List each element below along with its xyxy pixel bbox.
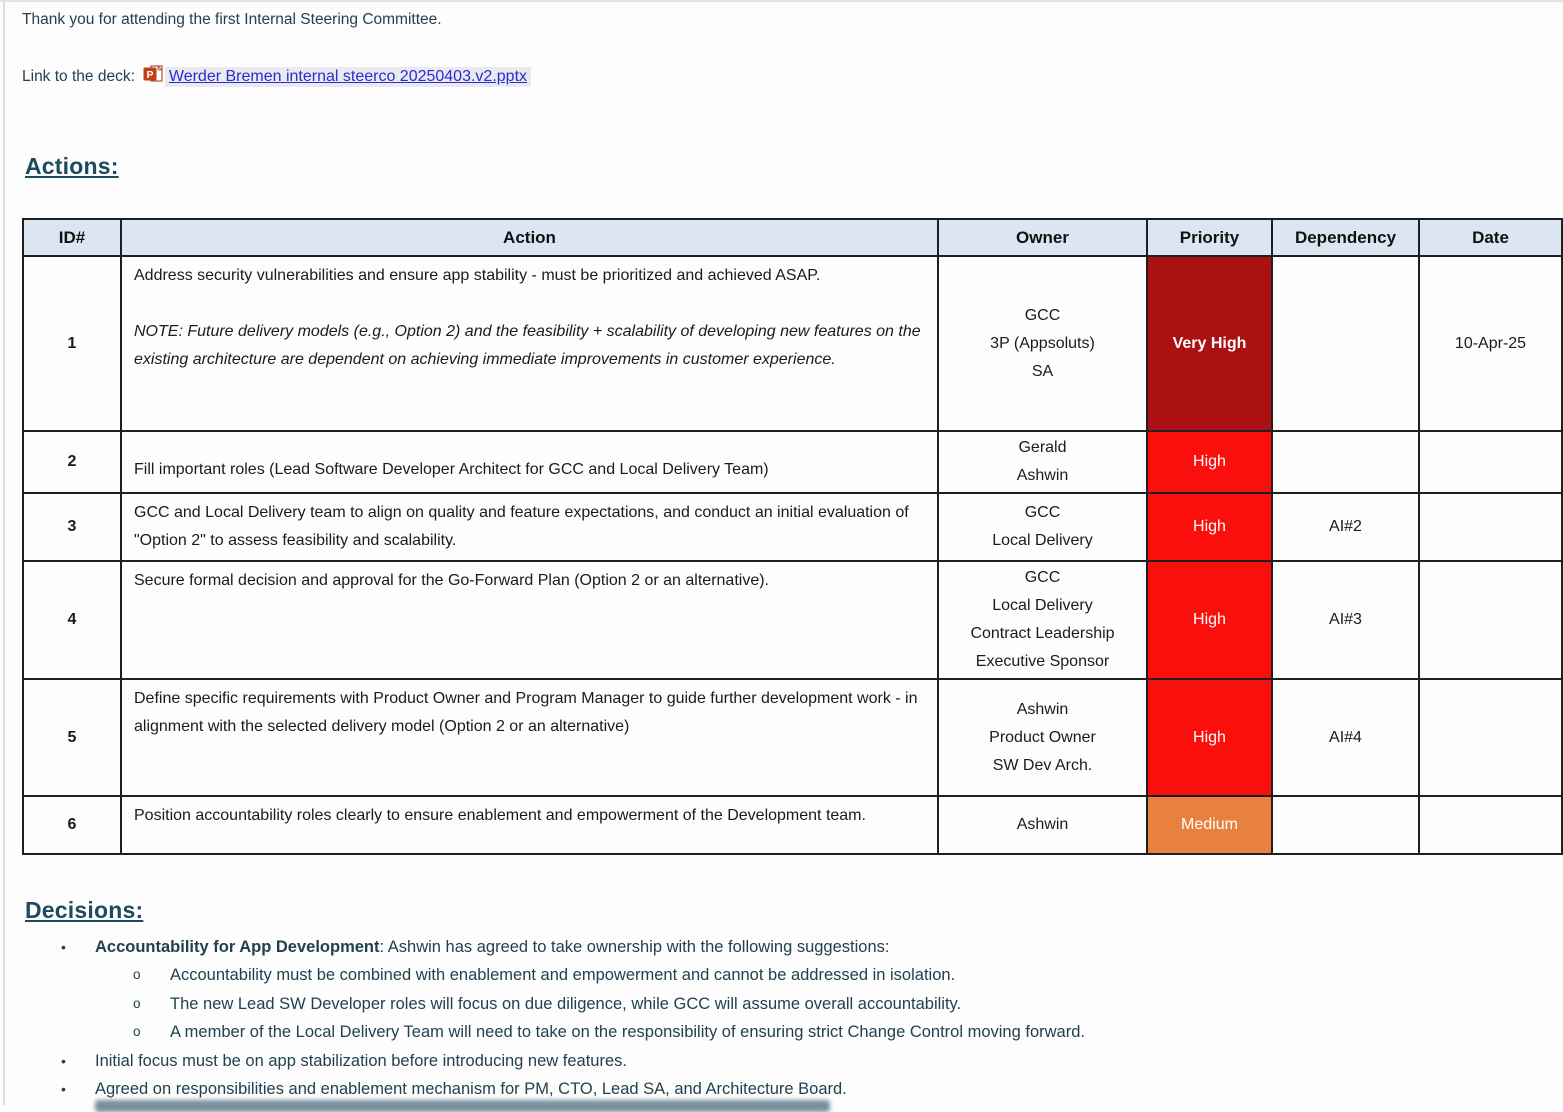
action-row-1 (23, 256, 1562, 431)
action-dependency (1272, 796, 1419, 854)
svg-text:P: P (146, 69, 154, 81)
actions-table (22, 218, 1563, 855)
decision-text: Accountability for App Development: Ashwin has agreed to take ownership with the following suggestions: (95, 938, 890, 956)
owner-line: Executive Sponsor (975, 653, 1110, 670)
bullet-icon: • (61, 1081, 66, 1098)
action-dependency (1272, 431, 1419, 493)
priority-badge: High (1147, 493, 1272, 561)
action-owner (938, 796, 1147, 854)
action-owner (938, 679, 1147, 796)
action-description (121, 493, 938, 561)
action-date (1419, 431, 1562, 493)
sub-bullet-icon: o (133, 995, 141, 1011)
owner-line: Local Delivery (992, 532, 1093, 549)
action-text: Define specific requirements with Product Owner and Program Manager to guide further development work - in alignment with the selected delivery model (Option 2 or an alternative) (134, 690, 918, 735)
action-row-3 (23, 493, 1562, 561)
action-row-4 (23, 561, 1562, 679)
action-description (121, 431, 938, 493)
bullet-icon: • (61, 1052, 66, 1069)
action-date (1419, 561, 1562, 679)
actions-table-header-row (23, 219, 1562, 256)
priority-badge: Medium (1147, 796, 1272, 854)
action-owner (938, 493, 1147, 561)
priority-badge: Very High (1147, 256, 1272, 431)
owner-line: Product Owner (989, 728, 1096, 746)
powerpoint-file-icon[interactable] (143, 65, 164, 89)
owner-line: Local Delivery (992, 597, 1093, 614)
decisions-list (0, 933, 1553, 1103)
action-description (121, 561, 938, 679)
priority-badge: High (1147, 561, 1272, 679)
cutoff-text-line (95, 1100, 830, 1112)
decision-sub-text: A member of the Local Delivery Team will need to take on the responsibility of ensuring strict Change Control moving forward. (170, 1023, 1085, 1042)
column-header-owner: Owner (938, 219, 1147, 256)
deck-link-line (22, 65, 531, 89)
deck-link[interactable]: Werder Bremen internal steerco 20250403.v2.pptx (165, 67, 531, 87)
action-id: 5 (23, 679, 121, 796)
deck-link-label: Link to the deck: (22, 68, 135, 85)
action-description (121, 256, 938, 431)
decision-sub-item (0, 1018, 1553, 1046)
actions-table-body (23, 256, 1562, 854)
action-id: 2 (23, 431, 121, 493)
decision-text: Agreed on responsibilities and enablement mechanism for PM, CTO, Lead SA, and Architecture Board. (95, 1080, 847, 1099)
action-owner (938, 561, 1147, 679)
decision-item (0, 933, 1553, 961)
intro-text: Thank you for attending the first Internal Steering Committee. (22, 11, 442, 28)
action-owner (938, 431, 1147, 493)
action-row-5 (23, 679, 1562, 796)
action-description (121, 796, 938, 854)
decision-sub-item (0, 961, 1553, 989)
action-text: Secure formal decision and approval for the Go-Forward Plan (Option 2 or an alternative). (134, 572, 769, 589)
action-id: 3 (23, 493, 121, 561)
action-id: 6 (23, 796, 121, 854)
decision-text-bold: Accountability for App Development (95, 938, 380, 956)
owner-line: SA (1031, 362, 1054, 380)
actions-heading: Actions: (25, 153, 119, 179)
action-id: 1 (23, 256, 121, 431)
action-date (1419, 679, 1562, 796)
owner-line: Contract Leadership (970, 625, 1115, 642)
decision-sub-text: Accountability must be combined with enablement and empowerment and cannot be addressed in isolation. (170, 966, 956, 985)
action-description (121, 679, 938, 796)
action-row-2 (23, 431, 1562, 493)
owner-line: GCC (1024, 306, 1061, 324)
action-owner (938, 256, 1147, 431)
action-date: 10-Apr-25 (1419, 256, 1562, 431)
owner-line: Ashwin (1016, 467, 1069, 484)
action-text: Address security vulnerabilities and ensure app stability - must be prioritized and achieved ASAP. (134, 267, 821, 284)
action-id: 4 (23, 561, 121, 679)
owner-line: Ashwin (1016, 700, 1069, 718)
action-date (1419, 493, 1562, 561)
decisions-heading: Decisions: (25, 897, 144, 923)
owner-line: 3P (Appsoluts) (990, 334, 1095, 352)
column-header-priority: Priority (1147, 219, 1272, 256)
action-text: GCC and Local Delivery team to align on quality and feature expectations, and conduct an initial evaluation of "Option 2" to assess feasibility and scalability. (134, 504, 909, 549)
page-top-edge (0, 0, 1563, 2)
decision-item (0, 1047, 1553, 1075)
action-text: Position accountability roles clearly to ensure enablement and empowerment of the Development team. (134, 807, 866, 824)
owner-line: GCC (1024, 569, 1061, 586)
action-text: Fill important roles (Lead Software Developer Architect for GCC and Local Delivery Team) (134, 461, 769, 478)
sub-bullet-icon: o (133, 1024, 141, 1040)
priority-badge: High (1147, 431, 1272, 493)
priority-badge: High (1147, 679, 1272, 796)
action-text (134, 290, 925, 318)
action-dependency: AI#3 (1272, 561, 1419, 679)
action-dependency: AI#4 (1272, 679, 1419, 796)
action-dependency (1272, 256, 1419, 431)
decision-sub-item (0, 990, 1553, 1018)
column-header-date: Date (1419, 219, 1562, 256)
owner-line: Ashwin (1016, 816, 1069, 833)
column-header-id-: ID# (23, 219, 121, 256)
column-header-action: Action (121, 219, 938, 256)
sub-bullet-icon: o (133, 967, 141, 983)
column-header-dependency: Dependency (1272, 219, 1419, 256)
decision-sub-text: The new Lead SW Developer roles will focus on due diligence, while GCC will assume overall accountability. (170, 994, 962, 1013)
action-note-text: NOTE: Future delivery models (e.g., Option 2) and the feasibility + scalability of developing new features on the existing architecture are dependent on achieving immediate improvements in customer experience. (134, 323, 921, 368)
action-dependency: AI#2 (1272, 493, 1419, 561)
owner-line: Gerald (1018, 439, 1067, 456)
action-row-6 (23, 796, 1562, 854)
action-date (1419, 796, 1562, 854)
owner-line: GCC (1024, 504, 1061, 521)
owner-line: SW Dev Arch. (992, 756, 1093, 774)
decision-text: Initial focus must be on app stabilization before introducing new features. (95, 1051, 627, 1070)
bullet-icon: • (61, 939, 66, 955)
